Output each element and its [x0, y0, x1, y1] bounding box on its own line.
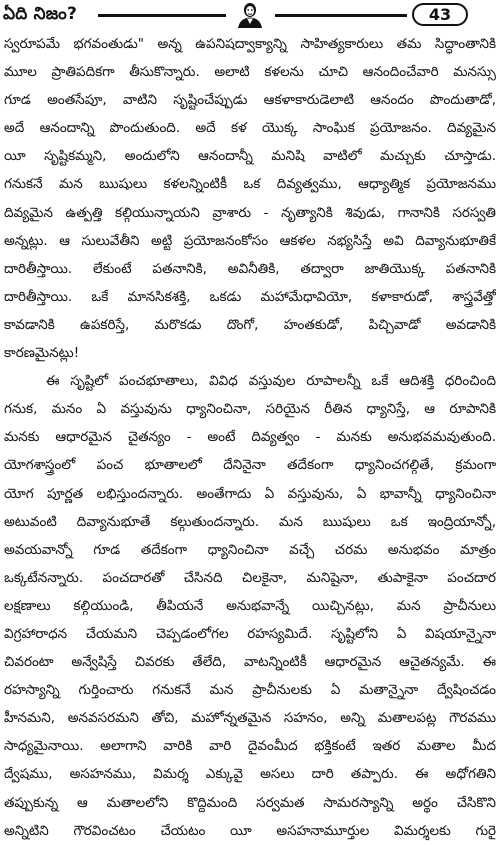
text-line: రహస్యాన్ని గుర్తించారు గనుకనే మన ప్రాచీనులకు ఏ మతాన్నైనా ద్వేషించడం	[4, 682, 496, 699]
text-line: దివ్యమైన ఉత్పత్తి కల్గియున్నాయని వ్రాశారు - నృత్యానికి శివుడు, గానానికి సరస్వతి	[4, 204, 496, 221]
text-line: అన్నట్లు. ఆ సులువేతీని అట్టి ప్రయోజనంకోసం ఆకళల నభ్యసిస్తే అవి దివ్యానుభూతికే	[4, 232, 496, 249]
text-line: కావడానికి ఉపకరిస్తే, మరొకడు దొంగో, హంతకుడో, పిచ్చివాడో అవడానికి	[4, 316, 496, 333]
text-line: అటువంటి దివ్యానుభూతే కల్గుతుందన్నారు. మన ఋషులు ఒక ఇంద్రియాన్నో,	[4, 513, 496, 530]
text-line: యోగ పూర్ణత లభిస్తుందన్నారు. అంతేగాదు ఏ వస్తువును, ఏ భావాన్నీ ధ్యానించినా	[4, 485, 496, 502]
page-number: 43	[412, 3, 468, 26]
text-line: యోగశాస్త్రంలో పంచ భూతాలలో దేనినైనా తదేకంగా ధ్యానించగల్గితే, క్రమంగా	[4, 457, 496, 474]
text-line: మనకు ఆధారమైన చైతన్యం - అంటే దివ్యత్వం - మనకు అనుభవమవుతుంది.	[4, 429, 496, 446]
text-line: హీనమని, అనవసరమని తోచి, మహోన్నతమైన సహనం, అన్ని మతాలపట్ల గౌరవము	[4, 710, 496, 727]
paragraph-2	[4, 367, 496, 845]
text-line: చివరంటా అన్వేషిస్తే చివరకు తేలేది, వాటన్నింటికీ ఆధారమైన ఆచైతన్యమే. ఈ	[4, 654, 496, 671]
header-rule-right	[275, 14, 407, 17]
paragraph-1	[4, 30, 496, 367]
text-line: విగ్రహారాధన చేయమని చెప్పడంలోగల రహస్యమిదే. సృష్టిలోని ఏ విషయాన్నైనా	[4, 625, 496, 642]
text-line: గనుక, మనం ఏ వస్తువును ధ్యానించినా, సరియైన రీతిన ధ్యానిస్తే, ఆ రూపానికి	[4, 401, 496, 418]
text-line: మూల ప్రాతిపదికగా తీసుకొన్నారు. అలాటి కళలను చూచి ఆనందించేవారి మనస్సు	[4, 64, 496, 81]
text-line: ద్వేషము, అసహనము, విమర్శ ఎక్కువై అసలు దారి తప్పారు. ఈ అధోగతిని	[4, 766, 496, 783]
text-line: తప్పుకున్న ఆ మతాలలోని కొద్దిమంది సర్వమత సామరస్యాన్ని అర్థం చేసికొని	[4, 794, 496, 811]
text-line: గూడ అంతసేపూ, వాటిని సృష్టించేప్పుడు ఆకళాకారుడెలాటి ఆనందం పొందుతాడో,	[4, 92, 496, 109]
text-line: సాధ్యమైనాయి. అలాగాని వారికి వారి దైవంమీద భక్తికంటే ఇతర మతాల మీద	[4, 738, 496, 755]
text-line: గనుకనే మన ఋషులు కళలన్నింటికీ ఒక దివ్యత్వము, ఆధ్యాత్మిక ప్రయోజనము	[4, 176, 496, 193]
text-line: దారితీస్తాయి. లేకుంటే పతనానికి, అవినీతికి, తద్వారా జాతియొక్క పతనానికి	[4, 260, 496, 277]
text-line: దారితీస్తాయి. ఒకే మానసికశక్తి, ఒకడు మహామేధావియో, కళాకారుడో, శాస్త్రవేత్తో	[4, 288, 496, 305]
author-portrait-icon	[232, 1, 268, 28]
body-text	[4, 30, 496, 845]
header-rule-left	[98, 14, 226, 17]
text-line: ఒక్కటేనన్నారు. పంచదారతో చేసినది చిలకైనా, మనిషైనా, తుపాకైనా పంచదార	[4, 569, 496, 586]
text-line: యీ సృష్టికమ్మని, అందులోని ఆనందాన్నీ మనిషి వాటిలో మచ్చుకు చూస్తాడు.	[4, 148, 496, 165]
running-title: ఏది నిజం?	[3, 4, 78, 24]
page-header	[0, 0, 500, 30]
text-line: అవయవాన్నో గూడ తదేకంగా ధ్యానించినా వచ్చే చరమ అనుభవం మాత్రం	[4, 541, 496, 558]
text-line: స్వరూపమే భగవంతుడు" అన్న ఉపనిషద్వాక్యాన్ని సాహిత్యకారులు తమ సిద్ధాంతానికి	[4, 36, 496, 52]
text-line: లక్షణాలు కల్గియుండి, తీపియనే అనుభవాన్నే యిచ్చినట్లు, మన ప్రాచీనులు	[4, 597, 496, 614]
text-line: అదే ఆనందాన్ని పొందుతుంది. అదే కళ యొక్క సాంఘిక ప్రయోజనం. దివ్యమైన	[4, 120, 496, 137]
text-line: ఈ సృష్టిలో పంచభూతాలు, వివిధ వస్తువుల రూపాలన్నీ ఒకే ఆదిశక్తి ధరించింది	[46, 373, 496, 390]
text-line: అన్నిటిని గౌరవించటం చేయటం యీ అసహనామూర్తుల విమర్శలకు గురై	[4, 822, 496, 839]
text-line: కారణమైనట్లు!	[4, 345, 80, 362]
